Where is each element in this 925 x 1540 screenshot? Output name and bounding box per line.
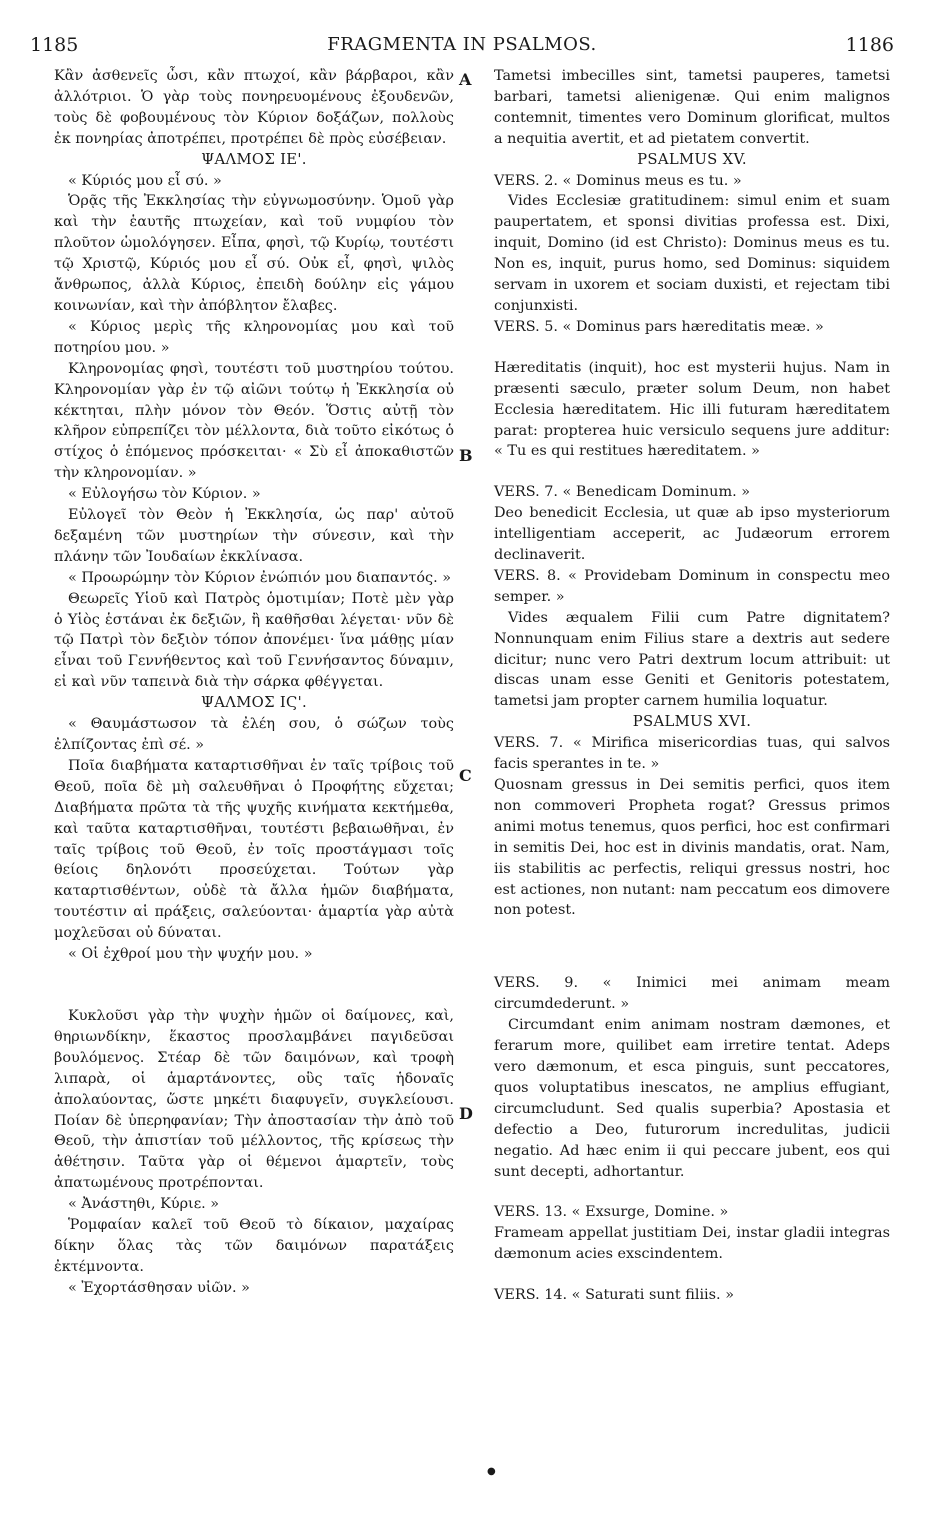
running-title: FRAGMENTA IN PSALMOS. — [327, 34, 597, 55]
spacer — [494, 338, 890, 358]
commentary-paragraph: Circumdant enim animam nostram dæmones, et ferarum more, quilibet eam irretire tentat. Adeps vero dæmonum, et esca pinguis, sunt peccatores, quos voluptatibus inescatos, ne amplius effugiant, circumcludunt. Sed qualis superbia? Apostasia et defectio a Deo, futurorum incredulitas, judicii negatio. Ad hæc enim ii qui peccare jubent, eos qui sunt decepti, adhortantur. — [494, 1017, 890, 1180]
verse-lemma: VERS. 14. « Saturati sunt filiis. » — [494, 1287, 734, 1304]
page-number-right: 1186 — [845, 34, 894, 56]
section-marker-d: D — [459, 1104, 473, 1123]
spacer — [494, 1265, 890, 1285]
commentary-paragraph: Κυκλοῦσι γὰρ τὴν ψυχὴν ἡμῶν οἱ δαίμονες, καὶ, θηριωνδίκην, ἕκαστος προσλαμβάνει παγιδεῦσαι βουλόμενος. Στέαρ δὲ τῶν δαιμόνων, καὶ τροφὴ λιπαρὰ, οἱ ἁμαρτάνοντες, οὓς ταῖς ἡδοναῖς ἀπολαύοντας, ὥστε μηκέτι διαφυγεῖν, συγκλείουσι. Ποίαν δὲ ὑπερηφανίαν; Τὴν ἀποστασίαν τὴν ἀπὸ τοῦ Θεοῦ, τὴν ἀπιστίαν τοῦ μέλλοντος, τῆς κρίσεως τὴν ἀθέτησιν. Ταῦτα γὰρ οἱ θέμενοι ἁμαρτεῖν, τοὺς ἀπατωμένους προτρέπονται. — [54, 1007, 454, 1192]
verse-lemma: VERS. 9. « Inimici mei animam meam circumdederunt. » — [494, 975, 890, 1013]
commentary-paragraph: Θεωρεῖς Υἱοῦ καὶ Πατρὸς ὁμοτιμίαν; Ποτὲ μὲν γὰρ ὁ Υἱὸς ἑστάναι ἐκ δεξιῶν, ἢ καθῆσθαι λέγεται· νῦν δὲ τῷ Πατρὶ τὸν δεξιὸν τόπον ἀπονέμει· ἵνα μάθῃς μίαν εἶναι τοῦ Γεννήθεντος καὶ τοῦ Γεννήσαντος δύναμιν, εἰ καὶ νῦν ταπεινὰ διὰ τὴν σάρκα φθέγγεται. — [54, 590, 454, 691]
commentary-paragraph: Quosnam gressus in Dei semitis perfici, quos item non commoveri Propheta rogat? Gressus primos animi motus tenemus, quos perfici, hoc est confirmari in semitis Dei, hoc est in divinis mandatis, orat. Nam, iis stabilitis ac perfectis, reliqui gressus nostri, hoc est actiones, non nutant: nam peccatum eos dimovere non potest. — [494, 777, 890, 919]
verse-lemma: « Εὐλογήσω τὸν Κύριον. » — [68, 486, 261, 503]
commentary-paragraph: Ῥομφαίαν καλεῖ τοῦ Θεοῦ τὸ δίκαιον, μαχαίρας δίκην ὅλας τὰς τῶν δαιμόνων παρατάξεις ἐκτέμνοντα. — [54, 1217, 454, 1275]
spacer — [494, 921, 890, 973]
spacer — [494, 462, 890, 482]
verse-lemma: « Οἱ ἐχθροί μου τὴν ψυχήν μου. » — [68, 946, 313, 963]
verse-lemma: VERS. 7. « Benedicam Dominum. » — [494, 484, 751, 501]
verse-lemma: « Κύριος μερὶς τῆς κληρονομίας μου καὶ τοῦ ποτηρίου μου. » — [54, 318, 454, 356]
psalm-15-heading-greek: ΨΑΛΜΟΣ ΙΕ'. — [201, 150, 307, 168]
commentary-paragraph: Hæreditatis (inquit), hoc est mysterii hujus. Nam in præsenti sæculo, præter solum Deum, non habet Ecclesia hæreditatem. Hic illi futuram hæreditatem parat: propterea huic versiculo sequens jure additur: « Tu es qui restitues hæreditatem. » — [494, 359, 890, 460]
psalm-16-heading-greek: ΨΑΛΜΟΣ ΙϚ'. — [200, 694, 308, 712]
section-marker-a: A — [459, 70, 472, 89]
commentary-paragraph: Vides Ecclesiæ gratitudinem: simul enim et suam paupertatem, et sponsi divitias professa est. Dixi, inquit, Domino (id est Christo): Dominus meus es tu. Non es, inquit, purus homo, sed Dominus: siquidem servam in uxorem et sociam duxisti, et rejectam tibi conjunxisti. — [494, 193, 890, 314]
verse-lemma: VERS. 7. « Mirifica misericordias tuas, qui salvos facis sperantes in te. » — [494, 735, 890, 773]
latin-intro-paragraph: Tametsi imbecilles sint, tametsi pauperes, tametsi barbari, tametsi alienigenæ. Qui enim malignos contemnit, timentes vero Dominum glorificat, multos a nequitia avertit, et ad pietatem convertit. — [494, 68, 890, 147]
commentary-paragraph: Vides æqualem Filii cum Patre dignitatem? Nonnunquam enim Filius stare a dextris aut sedere dicitur; nunc vero Patri dextrum locum attribuit: ut discas unam esse Geniti et Genitoris potestatem, tametsi jam propter carnem humilia loquatur. — [494, 609, 890, 710]
psalm-15-heading-latin: PSALMUS XV. — [637, 150, 747, 168]
spacer — [494, 1182, 890, 1202]
greek-intro-paragraph: Κἂν ἀσθενεῖς ὦσι, κἂν πτωχοί, κἂν βάρβαροι, κἂν ἀλλότριοι. Ὁ γὰρ τοὺς πονηρευομένους ἐξουδενῶν, τοὺς δὲ φοβουμένους τὸν Κύριον δοξάζων, πολλοὺς ἐκ πονηρίας ἀποτρέπει, προτρέπει δὲ πρὸς εὐσέβειαν. — [54, 68, 454, 147]
verse-lemma: « Θαυμάστωσον τὰ ἐλέη σου, ὁ σώζων τοὺς ἐλπίζοντας ἐπὶ σέ. » — [54, 716, 454, 753]
running-header — [30, 34, 894, 60]
greek-column — [54, 66, 454, 1299]
verse-lemma: « Ἀνάστηθι, Κύριε. » — [68, 1196, 220, 1213]
verse-lemma: VERS. 13. « Exsurge, Domine. » — [494, 1204, 729, 1221]
verse-lemma: VERS. 8. « Providebam Dominum in conspectu meo semper. » — [494, 567, 890, 605]
bullet-dot: ● — [487, 1466, 496, 1477]
section-marker-b: B — [459, 446, 473, 465]
psalm-16-heading-latin: PSALMUS XVI. — [632, 713, 752, 731]
verse-lemma: « Ἐχορτάσθησαν υἱῶν. » — [68, 1279, 250, 1296]
verse-lemma: « Προωρώμην τὸν Κύριον ἐνώπιόν μου διαπαντός. » — [68, 569, 452, 586]
section-marker-c: C — [459, 766, 472, 785]
commentary-paragraph: Frameam appellat justitiam Dei, instar gladii integras dæmonum acies exscindentem. — [494, 1225, 890, 1263]
commentary-paragraph: Ὁρᾷς τῆς Ἐκκλησίας τὴν εὐγνωμοσύνην. Ὁμοῦ γὰρ καὶ τὴν ἑαυτῆς πτωχείαν, καὶ τοῦ νυμφίου τὸν πλοῦτον ὡμολόγησεν. Εἶπα, φησὶ, τῷ Κυρίῳ, τουτέστι τῷ Χριστῷ, Κύριός μου εἶ σύ. Οὐκ εἶ, φησὶ, ψιλὸς ἄνθρωπος, ἀλλὰ Κύριος, ἐπειδὴ δούλην εἰς γάμου κοινωνίαν, καὶ τὴν ἀπόβλητον ἔλαβες. — [54, 193, 454, 314]
verse-lemma: VERS. 5. « Dominus pars hæreditatis meæ. » — [494, 318, 824, 335]
commentary-paragraph: Εὐλογεῖ τὸν Θεὸν ἡ Ἐκκλησία, ὡς παρ' αὐτοῦ δεξαμένη τῶν μυστηρίων τὴν σύνεσιν, καὶ τὴν πλάνην τῶν Ἰουδαίων ἐκκλίνασα. — [54, 507, 454, 565]
page-number-left: 1185 — [30, 34, 79, 56]
spacer — [54, 965, 454, 1006]
commentary-paragraph: Deo benedicit Ecclesia, ut quæ ab ipso mysteriorum intelligentiam acceperit, ac Judæorum errorem declinaverit. — [494, 505, 890, 564]
commentary-paragraph: Ποῖα διαβήματα καταρτισθῆναι ἐν ταῖς τρίβοις τοῦ Θεοῦ, ποῖα δὲ μὴ σαλευθῆναι ὁ Προφήτης εὔχεται; Διαβήματα πρῶτα τὰ τῆς ψυχῆς κινήματα κεκτήμεθα, καὶ ταῦτα καταρτισθῆναι, τουτέστι βεβαιωθῆναι, ἐν ταῖς τρίβοις τοῦ Θεοῦ, ἐν τοῖς προστάγμασι τοῖς θείοις δηλονότι προσεύχεται. Τούτων γὰρ καταρτισθέντων, οὐδὲ τὰ ἄλλα ἡμῶν διαβήματα, τουτέστιν αἱ πράξεις, σαλεύονται· ἁμαρτία γὰρ αὐτὰ μοχλεῦσαι οὐ δύναται. — [54, 757, 454, 942]
verse-lemma: VERS. 2. « Dominus meus es tu. » — [494, 172, 742, 189]
latin-column — [494, 66, 890, 1306]
verse-lemma: « Κύριός μου εἶ σύ. » — [68, 172, 222, 189]
commentary-paragraph: Κληρονομίας φησὶ, τουτέστι τοῦ μυστηρίου τούτου. Κληρονομίαν γὰρ ἐν τῷ αἰῶνι τούτῳ ἡ Ἐκκλησία οὐ κέκτηται, πλὴν μόνον τὸν Θεόν. Ὅστις αὐτῇ τὸν κλῆρον εὐπρεπίζει τὸν μέλλοντα, διὰ τοῦτο εἰκότως ὁ στίχος ὁ ἑπόμενος πρόσκειται· « Σὺ εἶ ἀποκαθιστῶν τὴν κληρονομίαν. » — [54, 360, 454, 482]
